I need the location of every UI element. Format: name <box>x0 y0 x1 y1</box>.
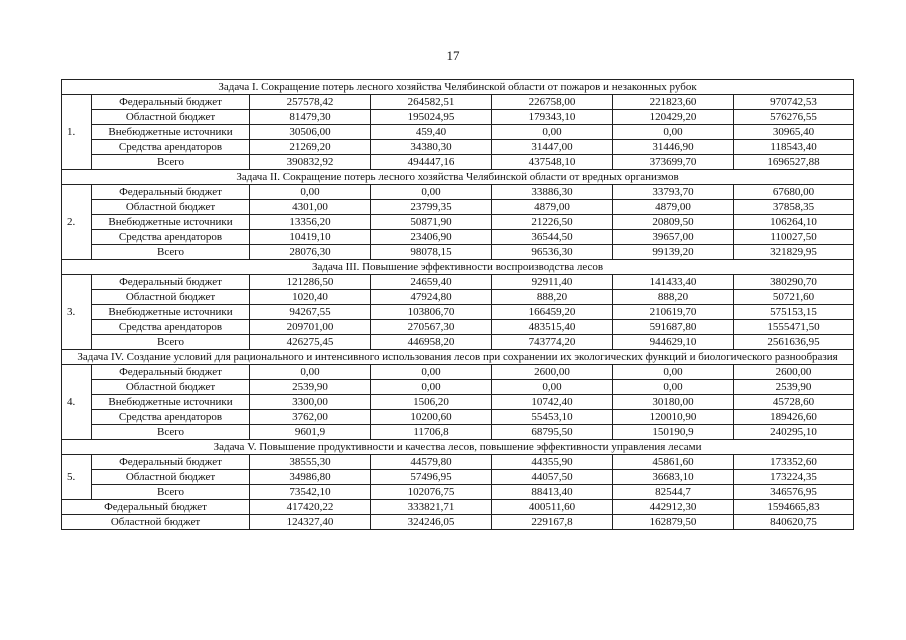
value-cell: 50871,90 <box>371 215 492 230</box>
value-cell: 0,00 <box>371 365 492 380</box>
value-cell: 390832,92 <box>250 155 371 170</box>
value-cell: 30965,40 <box>734 125 854 140</box>
value-cell: 34986,80 <box>250 470 371 485</box>
table-row <box>62 485 854 500</box>
value-cell: 426275,45 <box>250 335 371 350</box>
value-cell: 324246,05 <box>371 515 492 530</box>
value-cell: 50721,60 <box>734 290 854 305</box>
table-row <box>62 125 854 140</box>
value-cell: 195024,95 <box>371 110 492 125</box>
value-cell: 333821,71 <box>371 500 492 515</box>
value-cell: 21269,20 <box>250 140 371 155</box>
value-cell: 2600,00 <box>492 365 613 380</box>
row-label: Всего <box>92 425 250 440</box>
task-title-row <box>62 170 854 185</box>
value-cell: 346576,95 <box>734 485 854 500</box>
value-cell: 110027,50 <box>734 230 854 245</box>
value-cell: 2539,90 <box>734 380 854 395</box>
value-cell: 162879,50 <box>613 515 734 530</box>
task-title: Задача V. Повышение продуктивности и качества лесов, повышение эффективности управления лесами <box>62 440 854 455</box>
value-cell: 0,00 <box>613 380 734 395</box>
value-cell: 459,40 <box>371 125 492 140</box>
value-cell: 44355,90 <box>492 455 613 470</box>
table-row <box>62 335 854 350</box>
value-cell: 102076,75 <box>371 485 492 500</box>
value-cell: 4301,00 <box>250 200 371 215</box>
value-cell: 20809,50 <box>613 215 734 230</box>
value-cell: 73542,10 <box>250 485 371 500</box>
task-title: Задача IV. Создание условий для рационального и интенсивного использования лесов при сохранении их экологических функций и биологического разнообразия <box>62 350 854 365</box>
value-cell: 2539,90 <box>250 380 371 395</box>
row-label: Федеральный бюджет <box>92 185 250 200</box>
value-cell: 30180,00 <box>613 395 734 410</box>
value-cell: 10742,40 <box>492 395 613 410</box>
value-cell: 150190,9 <box>613 425 734 440</box>
table-row <box>62 380 854 395</box>
value-cell: 11706,8 <box>371 425 492 440</box>
row-label: Внебюджетные источники <box>92 305 250 320</box>
row-label: Федеральный бюджет <box>92 275 250 290</box>
value-cell: 2561636,95 <box>734 335 854 350</box>
value-cell: 23799,35 <box>371 200 492 215</box>
value-cell: 99139,20 <box>613 245 734 260</box>
value-cell: 57496,95 <box>371 470 492 485</box>
value-cell: 31447,00 <box>492 140 613 155</box>
value-cell: 103806,70 <box>371 305 492 320</box>
value-cell: 1020,40 <box>250 290 371 305</box>
value-cell: 120010,90 <box>613 410 734 425</box>
row-label: Всего <box>92 155 250 170</box>
value-cell: 10200,60 <box>371 410 492 425</box>
table-row <box>62 230 854 245</box>
value-cell: 92911,40 <box>492 275 613 290</box>
value-cell: 321829,95 <box>734 245 854 260</box>
value-cell: 21226,50 <box>492 215 613 230</box>
table-row <box>62 410 854 425</box>
row-label: Всего <box>92 245 250 260</box>
table-row <box>62 470 854 485</box>
task-index: 4. <box>62 365 92 440</box>
value-cell: 82544,7 <box>613 485 734 500</box>
row-label: Средства арендаторов <box>92 140 250 155</box>
value-cell: 121286,50 <box>250 275 371 290</box>
value-cell: 10419,10 <box>250 230 371 245</box>
table-row <box>62 95 854 110</box>
value-cell: 34380,30 <box>371 140 492 155</box>
task-title: Задача II. Сокращение потерь лесного хозяйства Челябинской области от вредных организмов <box>62 170 854 185</box>
value-cell: 37858,35 <box>734 200 854 215</box>
table-row <box>62 200 854 215</box>
value-cell: 970742,53 <box>734 95 854 110</box>
value-cell: 442912,30 <box>613 500 734 515</box>
row-label: Областной бюджет <box>92 470 250 485</box>
table-row <box>62 500 854 515</box>
row-label: Внебюджетные источники <box>92 395 250 410</box>
value-cell: 229167,8 <box>492 515 613 530</box>
value-cell: 23406,90 <box>371 230 492 245</box>
table-row <box>62 290 854 305</box>
value-cell: 210619,70 <box>613 305 734 320</box>
value-cell: 257578,42 <box>250 95 371 110</box>
task-title-row <box>62 440 854 455</box>
task-title-row <box>62 350 854 365</box>
table-row <box>62 185 854 200</box>
value-cell: 124327,40 <box>250 515 371 530</box>
value-cell: 39657,00 <box>613 230 734 245</box>
value-cell: 44057,50 <box>492 470 613 485</box>
value-cell: 120429,20 <box>613 110 734 125</box>
value-cell: 9601,9 <box>250 425 371 440</box>
value-cell: 44579,80 <box>371 455 492 470</box>
table-row <box>62 110 854 125</box>
value-cell: 221823,60 <box>613 95 734 110</box>
value-cell: 94267,55 <box>250 305 371 320</box>
value-cell: 47924,80 <box>371 290 492 305</box>
value-cell: 0,00 <box>371 380 492 395</box>
task-title: Задача I. Сокращение потерь лесного хозяйства Челябинской области от пожаров и незаконных рубок <box>62 80 854 95</box>
row-label: Областной бюджет <box>92 290 250 305</box>
value-cell: 45861,60 <box>613 455 734 470</box>
value-cell: 840620,75 <box>734 515 854 530</box>
value-cell: 417420,22 <box>250 500 371 515</box>
task-index: 1. <box>62 95 92 170</box>
value-cell: 98078,15 <box>371 245 492 260</box>
value-cell: 576276,55 <box>734 110 854 125</box>
value-cell: 209701,00 <box>250 320 371 335</box>
value-cell: 38555,30 <box>250 455 371 470</box>
table-row <box>62 320 854 335</box>
value-cell: 45728,60 <box>734 395 854 410</box>
value-cell: 0,00 <box>613 365 734 380</box>
table-row <box>62 425 854 440</box>
table-row <box>62 395 854 410</box>
value-cell: 400511,60 <box>492 500 613 515</box>
value-cell: 888,20 <box>613 290 734 305</box>
value-cell: 0,00 <box>492 380 613 395</box>
value-cell: 106264,10 <box>734 215 854 230</box>
table-row <box>62 365 854 380</box>
value-cell: 96536,30 <box>492 245 613 260</box>
value-cell: 240295,10 <box>734 425 854 440</box>
value-cell: 575153,15 <box>734 305 854 320</box>
value-cell: 264582,51 <box>371 95 492 110</box>
table-row <box>62 215 854 230</box>
value-cell: 437548,10 <box>492 155 613 170</box>
row-label: Внебюджетные источники <box>92 125 250 140</box>
table-row <box>62 305 854 320</box>
row-label: Внебюджетные источники <box>92 215 250 230</box>
value-cell: 0,00 <box>250 185 371 200</box>
row-label: Всего <box>92 485 250 500</box>
row-label: Областной бюджет <box>62 515 250 530</box>
value-cell: 3762,00 <box>250 410 371 425</box>
value-cell: 1555471,50 <box>734 320 854 335</box>
value-cell: 1696527,88 <box>734 155 854 170</box>
value-cell: 380290,70 <box>734 275 854 290</box>
table-row <box>62 155 854 170</box>
value-cell: 0,00 <box>613 125 734 140</box>
task-title-row <box>62 80 854 95</box>
value-cell: 0,00 <box>492 125 613 140</box>
value-cell: 4879,00 <box>492 200 613 215</box>
table-row <box>62 515 854 530</box>
value-cell: 36544,50 <box>492 230 613 245</box>
row-label: Областной бюджет <box>92 110 250 125</box>
value-cell: 494447,16 <box>371 155 492 170</box>
value-cell: 483515,40 <box>492 320 613 335</box>
table-row <box>62 245 854 260</box>
row-label: Федеральный бюджет <box>62 500 250 515</box>
value-cell: 179343,10 <box>492 110 613 125</box>
budget-table <box>61 79 854 530</box>
row-label: Средства арендаторов <box>92 320 250 335</box>
value-cell: 141433,40 <box>613 275 734 290</box>
value-cell: 28076,30 <box>250 245 371 260</box>
value-cell: 0,00 <box>371 185 492 200</box>
row-label: Федеральный бюджет <box>92 95 250 110</box>
value-cell: 189426,60 <box>734 410 854 425</box>
value-cell: 88413,40 <box>492 485 613 500</box>
value-cell: 33793,70 <box>613 185 734 200</box>
value-cell: 24659,40 <box>371 275 492 290</box>
value-cell: 55453,10 <box>492 410 613 425</box>
table-row <box>62 455 854 470</box>
page-number: 17 <box>446 48 460 63</box>
row-label: Средства арендаторов <box>92 410 250 425</box>
value-cell: 173352,60 <box>734 455 854 470</box>
task-index: 5. <box>62 455 92 500</box>
value-cell: 81479,30 <box>250 110 371 125</box>
value-cell: 118543,40 <box>734 140 854 155</box>
value-cell: 68795,50 <box>492 425 613 440</box>
value-cell: 33886,30 <box>492 185 613 200</box>
task-index: 3. <box>62 275 92 350</box>
value-cell: 4879,00 <box>613 200 734 215</box>
value-cell: 591687,80 <box>613 320 734 335</box>
value-cell: 30506,00 <box>250 125 371 140</box>
row-label: Областной бюджет <box>92 200 250 215</box>
value-cell: 3300,00 <box>250 395 371 410</box>
task-title: Задача III. Повышение эффективности воспроизводства лесов <box>62 260 854 275</box>
value-cell: 270567,30 <box>371 320 492 335</box>
value-cell: 1506,20 <box>371 395 492 410</box>
task-title-row <box>62 260 854 275</box>
value-cell: 1594665,83 <box>734 500 854 515</box>
value-cell: 888,20 <box>492 290 613 305</box>
value-cell: 36683,10 <box>613 470 734 485</box>
value-cell: 166459,20 <box>492 305 613 320</box>
task-index: 2. <box>62 185 92 260</box>
value-cell: 743774,20 <box>492 335 613 350</box>
row-label: Средства арендаторов <box>92 230 250 245</box>
value-cell: 13356,20 <box>250 215 371 230</box>
table-row <box>62 275 854 290</box>
row-label: Федеральный бюджет <box>92 365 250 380</box>
row-label: Всего <box>92 335 250 350</box>
table-row <box>62 140 854 155</box>
value-cell: 67680,00 <box>734 185 854 200</box>
value-cell: 944629,10 <box>613 335 734 350</box>
value-cell: 373699,70 <box>613 155 734 170</box>
value-cell: 226758,00 <box>492 95 613 110</box>
value-cell: 173224,35 <box>734 470 854 485</box>
row-label: Федеральный бюджет <box>92 455 250 470</box>
value-cell: 0,00 <box>250 365 371 380</box>
value-cell: 2600,00 <box>734 365 854 380</box>
value-cell: 31446,90 <box>613 140 734 155</box>
row-label: Областной бюджет <box>92 380 250 395</box>
value-cell: 446958,20 <box>371 335 492 350</box>
